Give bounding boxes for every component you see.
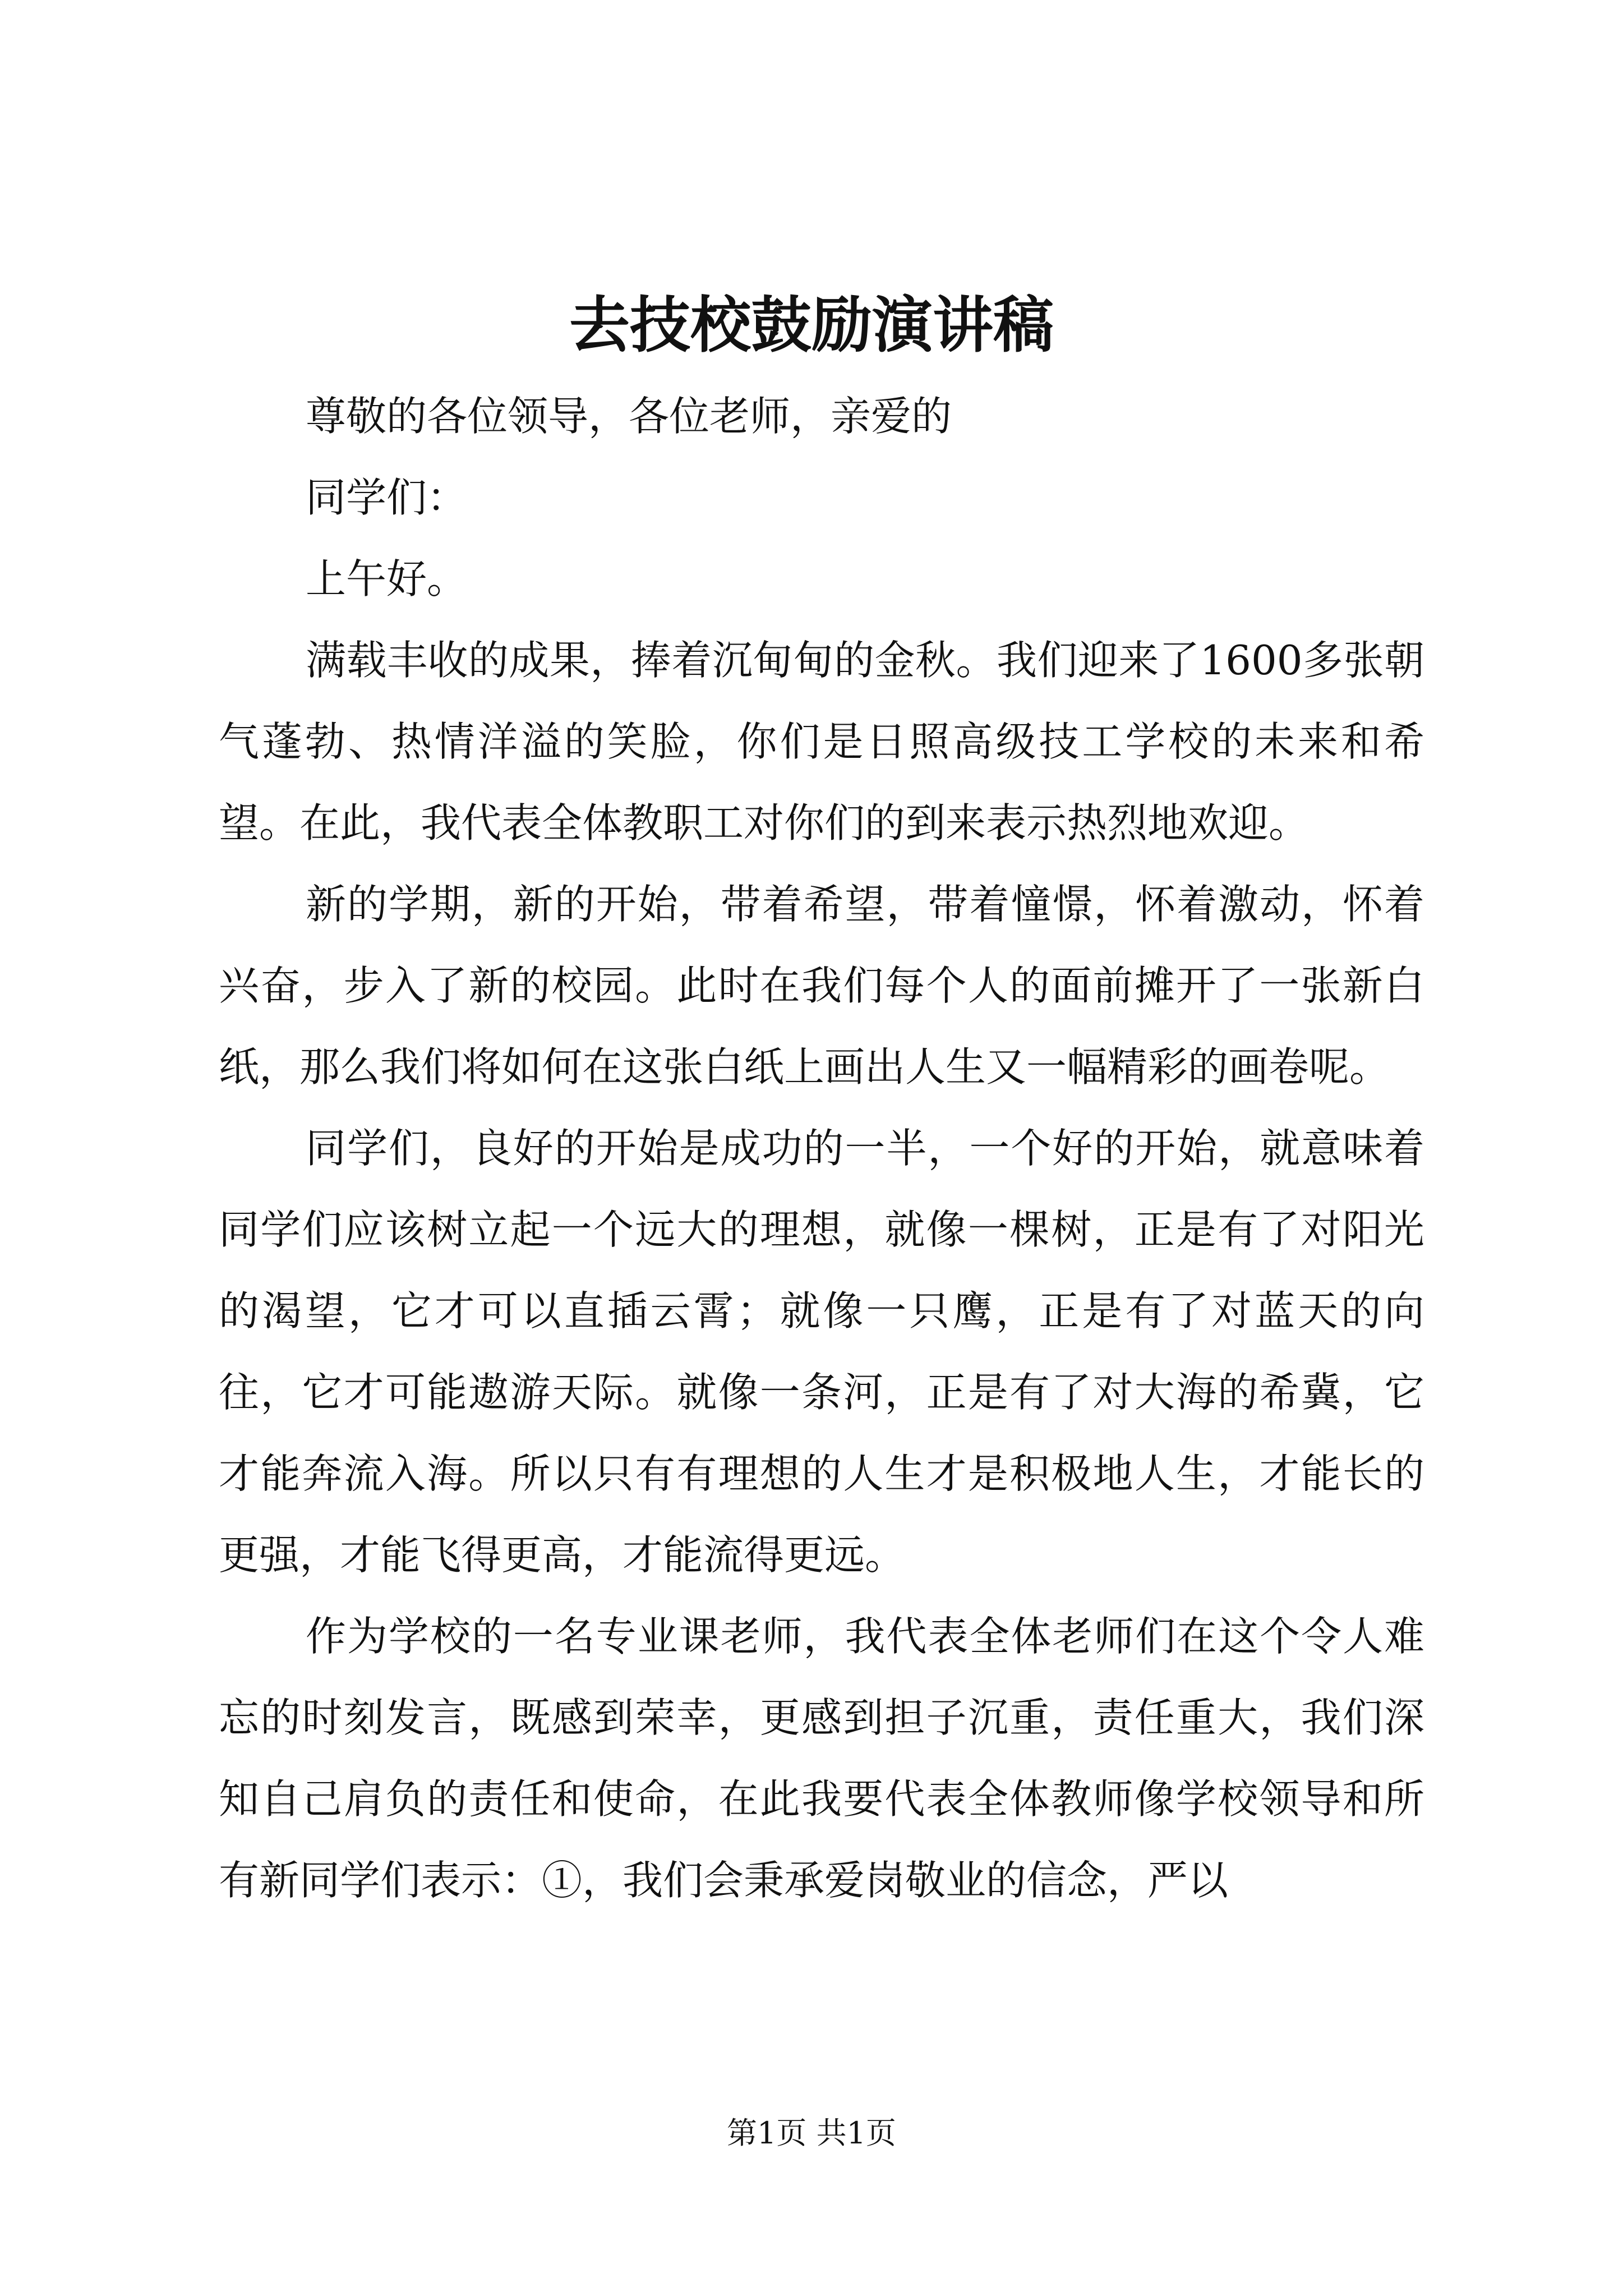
paragraph-salutation-cont: 同学们： bbox=[306, 474, 468, 521]
paragraph-ideals: 同学们，良好的开始是成功的一半，一个好的开始，就意味着同学们应该树立起一个远大的理想，就像一棵树，正是有了对阳光的渴望，它才可以直插云霄；就像一只鹰，正是有了对蓝天的向往，它才可能遨游天际。就像一条河，正是有了对大海的希冀，它才能奔流入海。所以只有有理想的人生才是积极地人生，才能长的更强，才能飞得更高，才能流得更远。 bbox=[219, 1125, 1424, 1579]
document-body bbox=[219, 376, 1424, 1921]
page-footer: 第1页 共1页 bbox=[727, 2115, 896, 2151]
paragraph-greeting: 上午好。 bbox=[306, 555, 468, 602]
paragraph-new-semester: 新的学期，新的开始，带着希望，带着憧憬，怀着激动，怀着兴奋，步入了新的校园。此时在我们每个人的面前摊开了一张新白纸，那么我们将如何在这张白纸上画出人生又一幅精彩的画卷呢。 bbox=[219, 881, 1424, 1091]
document-title: 去技校鼓励演讲稿 bbox=[569, 290, 1054, 361]
paragraph-welcome: 满载丰收的成果，捧着沉甸甸的金秋。我们迎来了1600多张朝气蓬勃、热情洋溢的笑脸，你们是日照高级技工学校的未来和希望。在此，我代表全体教职工对你们的到来表示热烈地欢迎。 bbox=[219, 637, 1424, 846]
paragraph-teacher-pledge: 作为学校的一名专业课老师，我代表全体老师们在这个令人难忘的时刻发言，既感到荣幸，更感到担子沉重，责任重大，我们深知自己肩负的责任和使命，在此我要代表全体教师像学校领导和所有新同学们表示：①，我们会秉承爱岗敬业的信念，严以 bbox=[219, 1613, 1424, 1904]
paragraph-salutation: 尊敬的各位领导，各位老师，亲爱的 bbox=[306, 393, 952, 440]
